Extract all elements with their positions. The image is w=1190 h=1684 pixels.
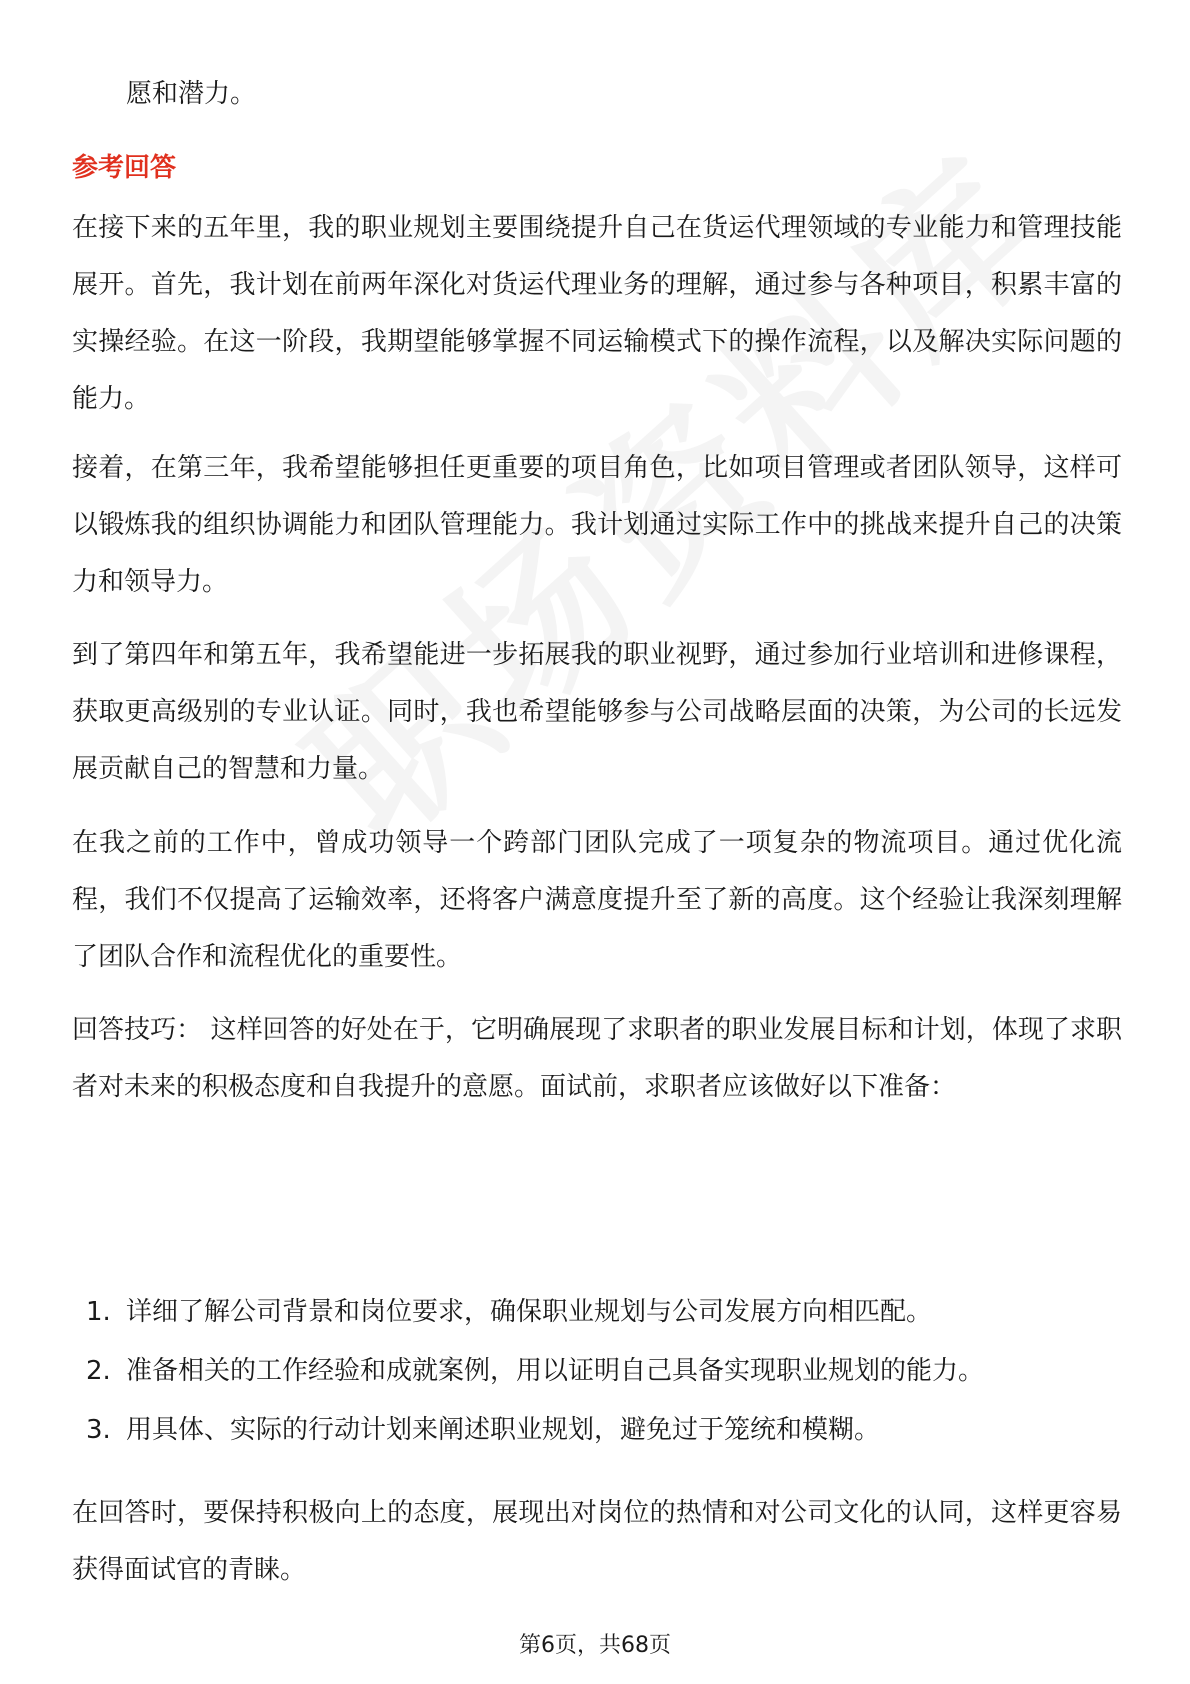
- list-text: 准备相关的工作经验和成就案例，用以证明自己具备实现职业规划的能力。: [126, 1356, 985, 1386]
- paragraph-text: 回答技巧： 这样回答的好处在于，它明确展现了求职者的职业发展目标和计划，体现了求职者对未来的积极态度和自我提升的意愿。面试前，求职者应该做好以下准备：: [72, 1015, 1122, 1102]
- paragraph-1: [72, 200, 1122, 428]
- paragraph-text: 接着，在第三年，我希望能够担任更重要的项目角色，比如项目管理或者团队领导，这样可以锻炼我的组织协调能力和团队管理能力。我计划通过实际工作中的挑战来提升自己的决策力和领导力。: [72, 453, 1122, 597]
- paragraph-4: [72, 815, 1122, 986]
- list-text: 用具体、实际的行动计划来阐述职业规划，避免过于笼统和模糊。: [126, 1415, 881, 1445]
- answer-tips-paragraph: [72, 1002, 1122, 1116]
- list-number: 1.: [86, 1297, 111, 1327]
- paragraph-text: 到了第四年和第五年，我希望能进一步拓展我的职业视野，通过参加行业培训和进修课程，获取更高级别的专业认证。同时，我也希望能够参与公司战略层面的决策，为公司的长远发展贡献自己的智慧和力量。: [72, 640, 1122, 784]
- list-item: [86, 1283, 1116, 1342]
- continuation-text: 愿和潜力。: [126, 79, 257, 109]
- page-number-footer: 第6页，共68页: [519, 1633, 671, 1658]
- paragraph-2: [72, 440, 1122, 611]
- preparation-list: [86, 1283, 1116, 1460]
- list-number: 3.: [86, 1415, 111, 1445]
- paragraph-text: 在我之前的工作中，曾成功领导一个跨部门团队完成了一项复杂的物流项目。通过优化流程，我们不仅提高了运输效率，还将客户满意度提升至了新的高度。这个经验让我深刻理解了团队合作和流程优化的重要性。: [72, 828, 1122, 972]
- paragraph-text: 在回答时，要保持积极向上的态度，展现出对岗位的热情和对公司文化的认同，这样更容易获得面试官的青睐。: [72, 1498, 1122, 1585]
- paragraph-3: [72, 627, 1122, 798]
- list-text: 详细了解公司背景和岗位要求，确保职业规划与公司发展方向相匹配。: [126, 1297, 933, 1327]
- section-heading: 参考回答: [72, 153, 177, 183]
- list-item: [86, 1342, 1116, 1401]
- paragraph-text: 在接下来的五年里，我的职业规划主要围绕提升自己在货运代理领域的专业能力和管理技能展开。首先，我计划在前两年深化对货运代理业务的理解，通过参与各种项目，积累丰富的实操经验。在这一阶段，我期望能够掌握不同运输模式下的操作流程，以及解决实际问题的能力。: [72, 213, 1122, 414]
- list-number: 2.: [86, 1356, 111, 1386]
- closing-paragraph: [72, 1485, 1122, 1599]
- list-item: [86, 1401, 1116, 1460]
